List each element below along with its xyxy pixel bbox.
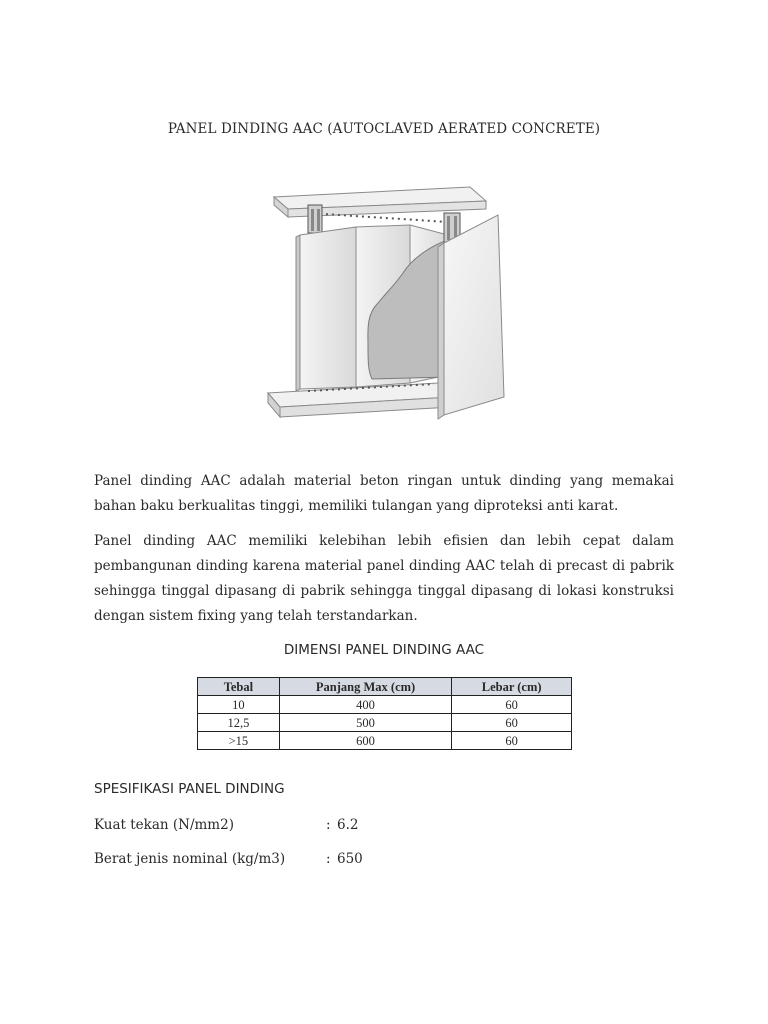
- cell-lebar: 60: [452, 714, 572, 732]
- spec-value: 650: [337, 851, 363, 867]
- cell-tebal: >15: [198, 732, 280, 750]
- cell-tebal: 10: [198, 696, 280, 714]
- header-panjang-max: Panjang Max (cm): [279, 678, 452, 696]
- paragraph-intro: Panel dinding AAC adalah material beton ringan untuk dinding yang memakai bahan baku berkualitas tinggi, memiliki tulangan yang diproteksi anti karat.: [94, 473, 674, 514]
- table-title: DIMENSI PANEL DINDING AAC: [283, 642, 485, 658]
- cell-panjang: 400: [279, 696, 452, 714]
- dimension-table: [197, 677, 572, 750]
- table-row: [198, 696, 572, 714]
- cell-lebar: 60: [452, 732, 572, 750]
- spec-label: Kuat tekan (N/mm2): [94, 817, 234, 833]
- spec-colon: :: [326, 817, 331, 833]
- header-tebal: Tebal: [198, 678, 280, 696]
- header-lebar: Lebar (cm): [452, 678, 572, 696]
- cell-tebal: 12,5: [198, 714, 280, 732]
- table-row: [198, 732, 572, 750]
- spec-colon: :: [326, 851, 331, 867]
- spec-value: 6.2: [337, 817, 359, 833]
- spec-label: Berat jenis nominal (kg/m3): [94, 851, 286, 867]
- table-row: [198, 714, 572, 732]
- paragraph-advantages: Panel dinding AAC memiliki kelebihan lebih efisien dan lebih cepat dalam pembangunan dinding karena material panel dinding AAC telah di precast di pabrik sehingga tinggal dipasang di pabrik sehingga tinggal dipasang di lokasi konstruksi dengan sistem fixing yang telah terstandarkan.: [94, 533, 674, 624]
- spec-row-kuat-tekan: [94, 817, 494, 837]
- table-header-row: [198, 678, 572, 696]
- aac-panel-illustration: [238, 165, 550, 450]
- cell-panjang: 500: [279, 714, 452, 732]
- spec-title: SPESIFIKASI PANEL DINDING: [94, 781, 285, 797]
- spec-row-berat-jenis: [94, 851, 494, 871]
- document-title: PANEL DINDING AAC (AUTOCLAVED AERATED CONCRETE): [167, 121, 601, 137]
- cell-panjang: 600: [279, 732, 452, 750]
- cell-lebar: 60: [452, 696, 572, 714]
